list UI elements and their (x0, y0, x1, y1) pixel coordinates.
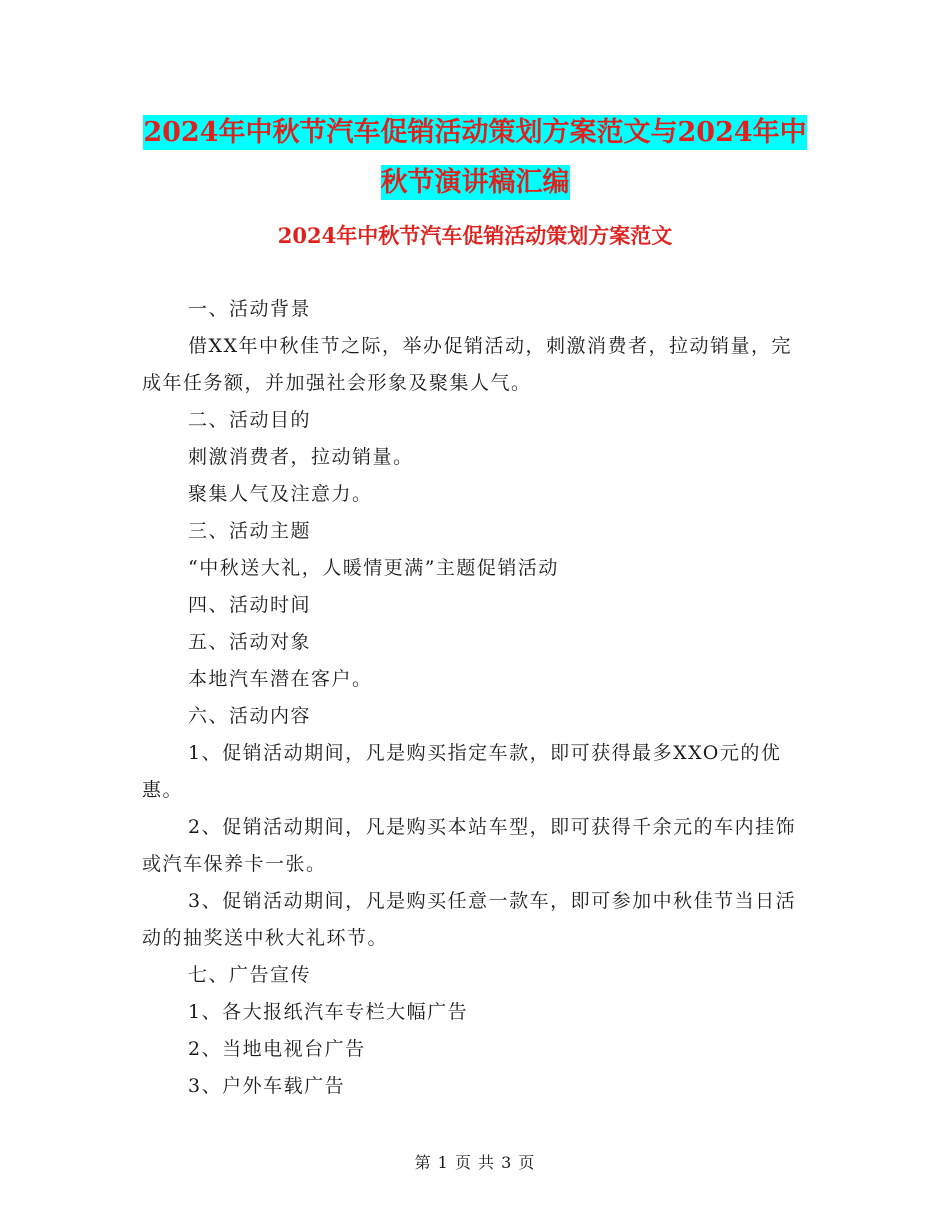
paragraph-theme: “中秋送大礼，人暖情更满”主题促销活动 (188, 557, 559, 579)
document-body (142, 291, 812, 1105)
paragraph-content-3: 3、促销活动期间，凡是购买任意一款车，即可参加中秋佳节当日活动的抽奖送中秋大礼环节。 (142, 890, 797, 949)
section-title: 2024年中秋节汽车促销活动策划方案范文 (277, 223, 673, 248)
document-title (140, 108, 810, 208)
title-line-1: 2024年中秋节汽车促销活动策划方案范文与2024年中 (143, 117, 807, 148)
paragraph-audience: 本地汽车潜在客户。 (188, 668, 373, 690)
paragraph-ad-2: 2、当地电视台广告 (188, 1038, 366, 1060)
paragraph-ad-1: 1、各大报纸汽车专栏大幅广告 (188, 1001, 469, 1023)
paragraph-ad-3: 3、户外车载广告 (188, 1075, 346, 1097)
paragraph-purpose-1: 刺激消费者，拉动销量。 (188, 446, 414, 468)
heading-background: 一、活动背景 (188, 298, 312, 320)
heading-theme: 三、活动主题 (188, 520, 312, 542)
heading-purpose: 二、活动目的 (188, 409, 312, 431)
title-line-2: 秋节演讲稿汇编 (380, 167, 570, 198)
paragraph-purpose-2: 聚集人气及注意力。 (188, 483, 373, 505)
heading-time: 四、活动时间 (188, 594, 312, 616)
heading-content: 六、活动内容 (188, 705, 312, 727)
paragraph-content-1: 1、促销活动期间，凡是购买指定车款，即可获得最多XXO元的优惠。 (142, 742, 782, 801)
page-footer: 第 1 页 共 3 页 (414, 1153, 536, 1172)
paragraph-background: 借XX年中秋佳节之际，举办促销活动，刺激消费者，拉动销量，完成年任务额，并加强社会形象及聚集人气。 (142, 335, 793, 394)
heading-advertising: 七、广告宣传 (188, 964, 312, 986)
paragraph-content-2: 2、促销活动期间，凡是购买本站车型，即可获得千余元的车内挂饰或汽车保养卡一张。 (142, 816, 797, 875)
heading-audience: 五、活动对象 (188, 631, 312, 653)
